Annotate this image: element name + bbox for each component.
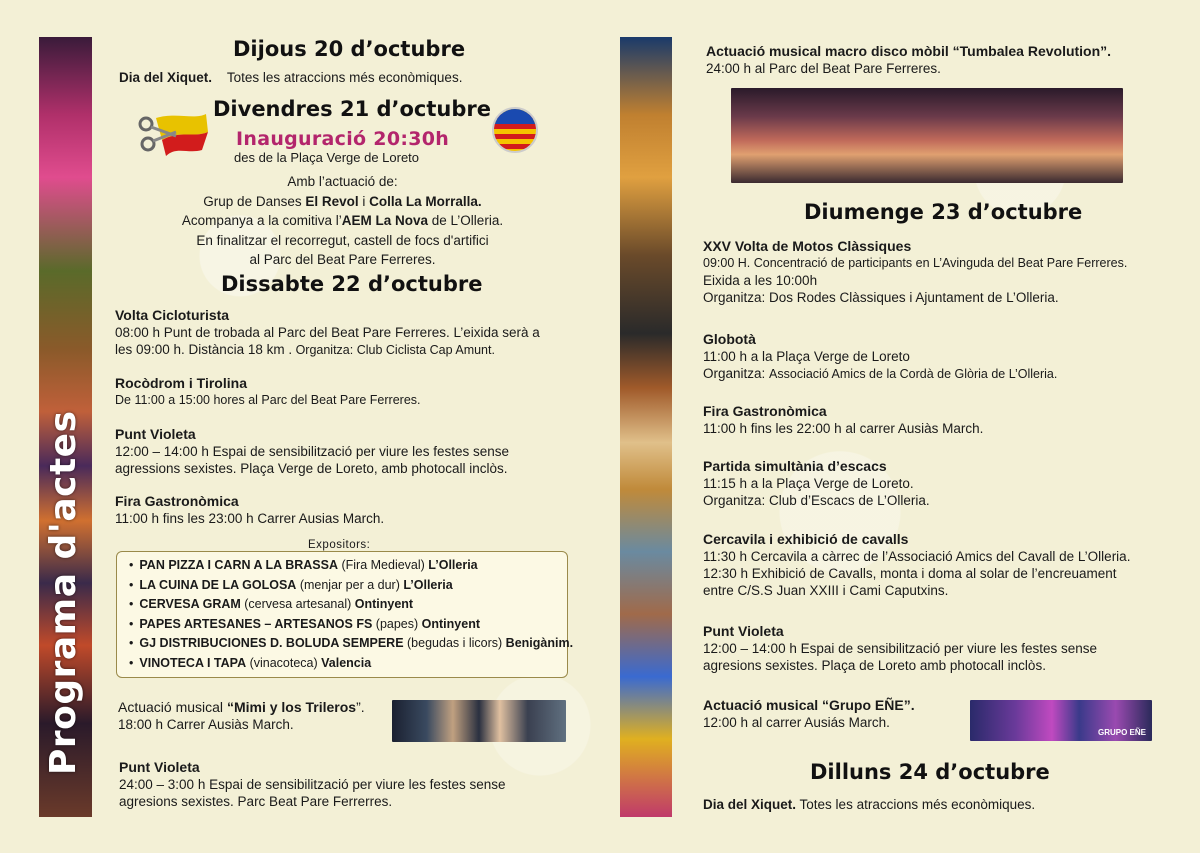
event-escacs: Partida simultània d’escacs 11:15 h a la Plaça Verge de Loreto. Organitza: Club d’Escacs de L’Olleria. — [703, 458, 930, 508]
event-title: Actuació musical “Grupo EÑE”. — [703, 697, 915, 713]
inauguration-time: Inauguració 20:30h — [236, 128, 450, 150]
monday-line — [703, 796, 1035, 813]
heading-friday: Divendres 21 d’octubre — [213, 97, 491, 121]
event-mimi: Actuació musical “Mimi y los Trileros”. 18:00 h Carrer Ausiàs March. — [118, 699, 365, 732]
event-globota: Globotà 11:00 h a la Plaça Verge de Loreto Organitza: Associació Amics de la Cordà de Glòria de L’Olleria. — [703, 331, 1058, 381]
exhibitors-list — [129, 556, 574, 673]
event-cicloturista: Volta Cicloturista 08:00 h Punt de trobada al Parc del Beat Pare Ferreres. L’eixida serà a les 09:00 h. Distància 18 km . Organitza: Club Ciclista Cap Amunt. — [115, 307, 540, 357]
event-title: Actuació musical macro disco mòbil “Tumbalea Revolution”. — [706, 43, 1112, 59]
left-photo-strip — [39, 37, 92, 817]
event-title: Fira Gastronòmica — [115, 493, 239, 509]
friday-line-3: Acompanya a la comitiva l’AEM La Nova de L’Olleria. — [181, 213, 504, 228]
list-item: • VINOTECA I TAPA (vinacoteca) Valencia — [129, 654, 567, 674]
heading-sunday: Diumenge 23 d’octubre — [804, 200, 1083, 224]
event-motos: XXV Volta de Motos Clàssiques 09:00 H. Concentració de participants en L’Avinguda del Beat Pare Ferreres. Eixida a les 10:00h Organitza: Dos Rodes Clàssiques i Ajuntament de L’Olleria. — [703, 238, 1128, 305]
friday-line-5: al Parc del Beat Pare Ferreres. — [249, 252, 436, 267]
event-title: Rocòdrom i Tirolina — [115, 375, 247, 391]
friday-line-4: En finalitzar el recorregut, castell de focs d'artifici — [196, 232, 489, 248]
thursday-text: Totes les atraccions més econòmiques. — [226, 70, 463, 85]
event-title: XXV Volta de Motos Clàssiques — [703, 238, 912, 254]
event-grupo-enye: Actuació musical “Grupo EÑE”. 12:00 h al carrer Ausiás March. — [703, 697, 915, 730]
event-title: Fira Gastronòmica — [703, 403, 827, 419]
heading-saturday: Dissabte 22 d’octubre — [221, 272, 483, 296]
event-disco: Actuació musical macro disco mòbil “Tumbalea Revolution”. 24:00 h al Parc del Beat Pare Ferreres. — [706, 43, 1112, 76]
event-fira-sat: Fira Gastronòmica 11:00 h fins les 23:00 h Carrer Ausias March. — [115, 493, 385, 526]
thursday-line — [119, 69, 462, 86]
grupo-enye-photo — [970, 700, 1152, 741]
friday-line-2: Grup de Danses El Revol i Colla La Morralla. — [203, 193, 482, 209]
heading-thursday: Dijous 20 d’octubre — [233, 37, 466, 61]
friday-details — [110, 172, 575, 270]
disco-crowd-photo — [731, 88, 1123, 183]
event-fira-sun: Fira Gastronòmica 11:00 h fins les 22:00 h al carrer Ausiàs March. — [703, 403, 984, 436]
event-punt-violeta-sat: Punt Violeta 12:00 – 14:00 h Espai de sensibilització per viure les festes sense agressions sexistes. Plaça Verge de Loreto, amb photocall inclòs. — [115, 426, 509, 476]
monday-label: Dia del Xiquet. — [703, 797, 797, 812]
mimi-band-photo — [392, 700, 566, 742]
event-title: Actuació musical “Mimi y los Trileros”. — [118, 699, 365, 715]
expositors-label: Expositors: — [308, 539, 371, 551]
list-item: • LA CUINA DE LA GOLOSA (menjar per a dur) L’Olleria — [129, 576, 567, 596]
side-title: Programa d'actes — [43, 410, 84, 775]
middle-photo-strip — [620, 37, 672, 817]
event-title: Globotà — [703, 331, 756, 347]
exhibitors-box — [116, 551, 574, 678]
event-rocodrom: Rocòdrom i Tirolina De 11:00 a 15:00 hores al Parc del Beat Pare Ferreres. — [115, 375, 421, 407]
list-item: • PAN PIZZA I CARN A LA BRASSA (Fira Medieval) L’Olleria — [129, 556, 567, 576]
event-title: Punt Violeta — [115, 426, 196, 442]
event-title: Volta Cicloturista — [115, 307, 230, 323]
event-title: Punt Violeta — [703, 623, 784, 639]
event-title: Partida simultània d’escacs — [703, 458, 887, 474]
monday-text: Totes les atraccions més econòmiques. — [796, 797, 1036, 812]
event-cavalls: Cercavila i exhibició de cavalls 11:30 h Cercavila a càrrec de l’Associació Amics del Cavall de L’Olleria. 12:30 h Exhibició de Cavalls, monta i doma al solar de l’encreuament entre C/S.S Juan XXIII i Cami Caputxins. — [703, 531, 1131, 598]
valencian-flag-icon — [492, 107, 538, 153]
scissors-ribbon-icon — [136, 110, 210, 160]
friday-line-1: Amb l’actuació de: — [287, 174, 398, 189]
event-punt-violeta-night: Punt Violeta 24:00 – 3:00 h Espai de sensibilització per viure les festes sense agresions sexistes. Parc Beat Pare Ferrerres. — [119, 759, 506, 809]
thursday-label: Dia del Xiquet. — [119, 70, 213, 85]
list-item: • CERVESA GRAM (cervesa artesanal) Ontinyent — [129, 595, 567, 615]
event-title: Punt Violeta — [119, 759, 200, 775]
list-item: • GJ DISTRIBUCIONES D. BOLUDA SEMPERE (begudas i licors) Benigànim. — [129, 634, 567, 654]
grupo-enye-logo: GRUPO EÑE — [1097, 728, 1146, 737]
inauguration-place: des de la Plaça Verge de Loreto — [234, 150, 420, 165]
event-title: Cercavila i exhibició de cavalls — [703, 531, 909, 547]
heading-monday: Dilluns 24 d’octubre — [810, 760, 1050, 784]
list-item: • PAPES ARTESANES – ARTESANOS FS (papes) Ontinyent — [129, 615, 567, 635]
event-punt-violeta-sun: Punt Violeta 12:00 – 14:00 h Espai de sensibilització per viure les festes sense agresions sexistes. Plaça de Loreto amb photocall inclòs. — [703, 623, 1097, 673]
